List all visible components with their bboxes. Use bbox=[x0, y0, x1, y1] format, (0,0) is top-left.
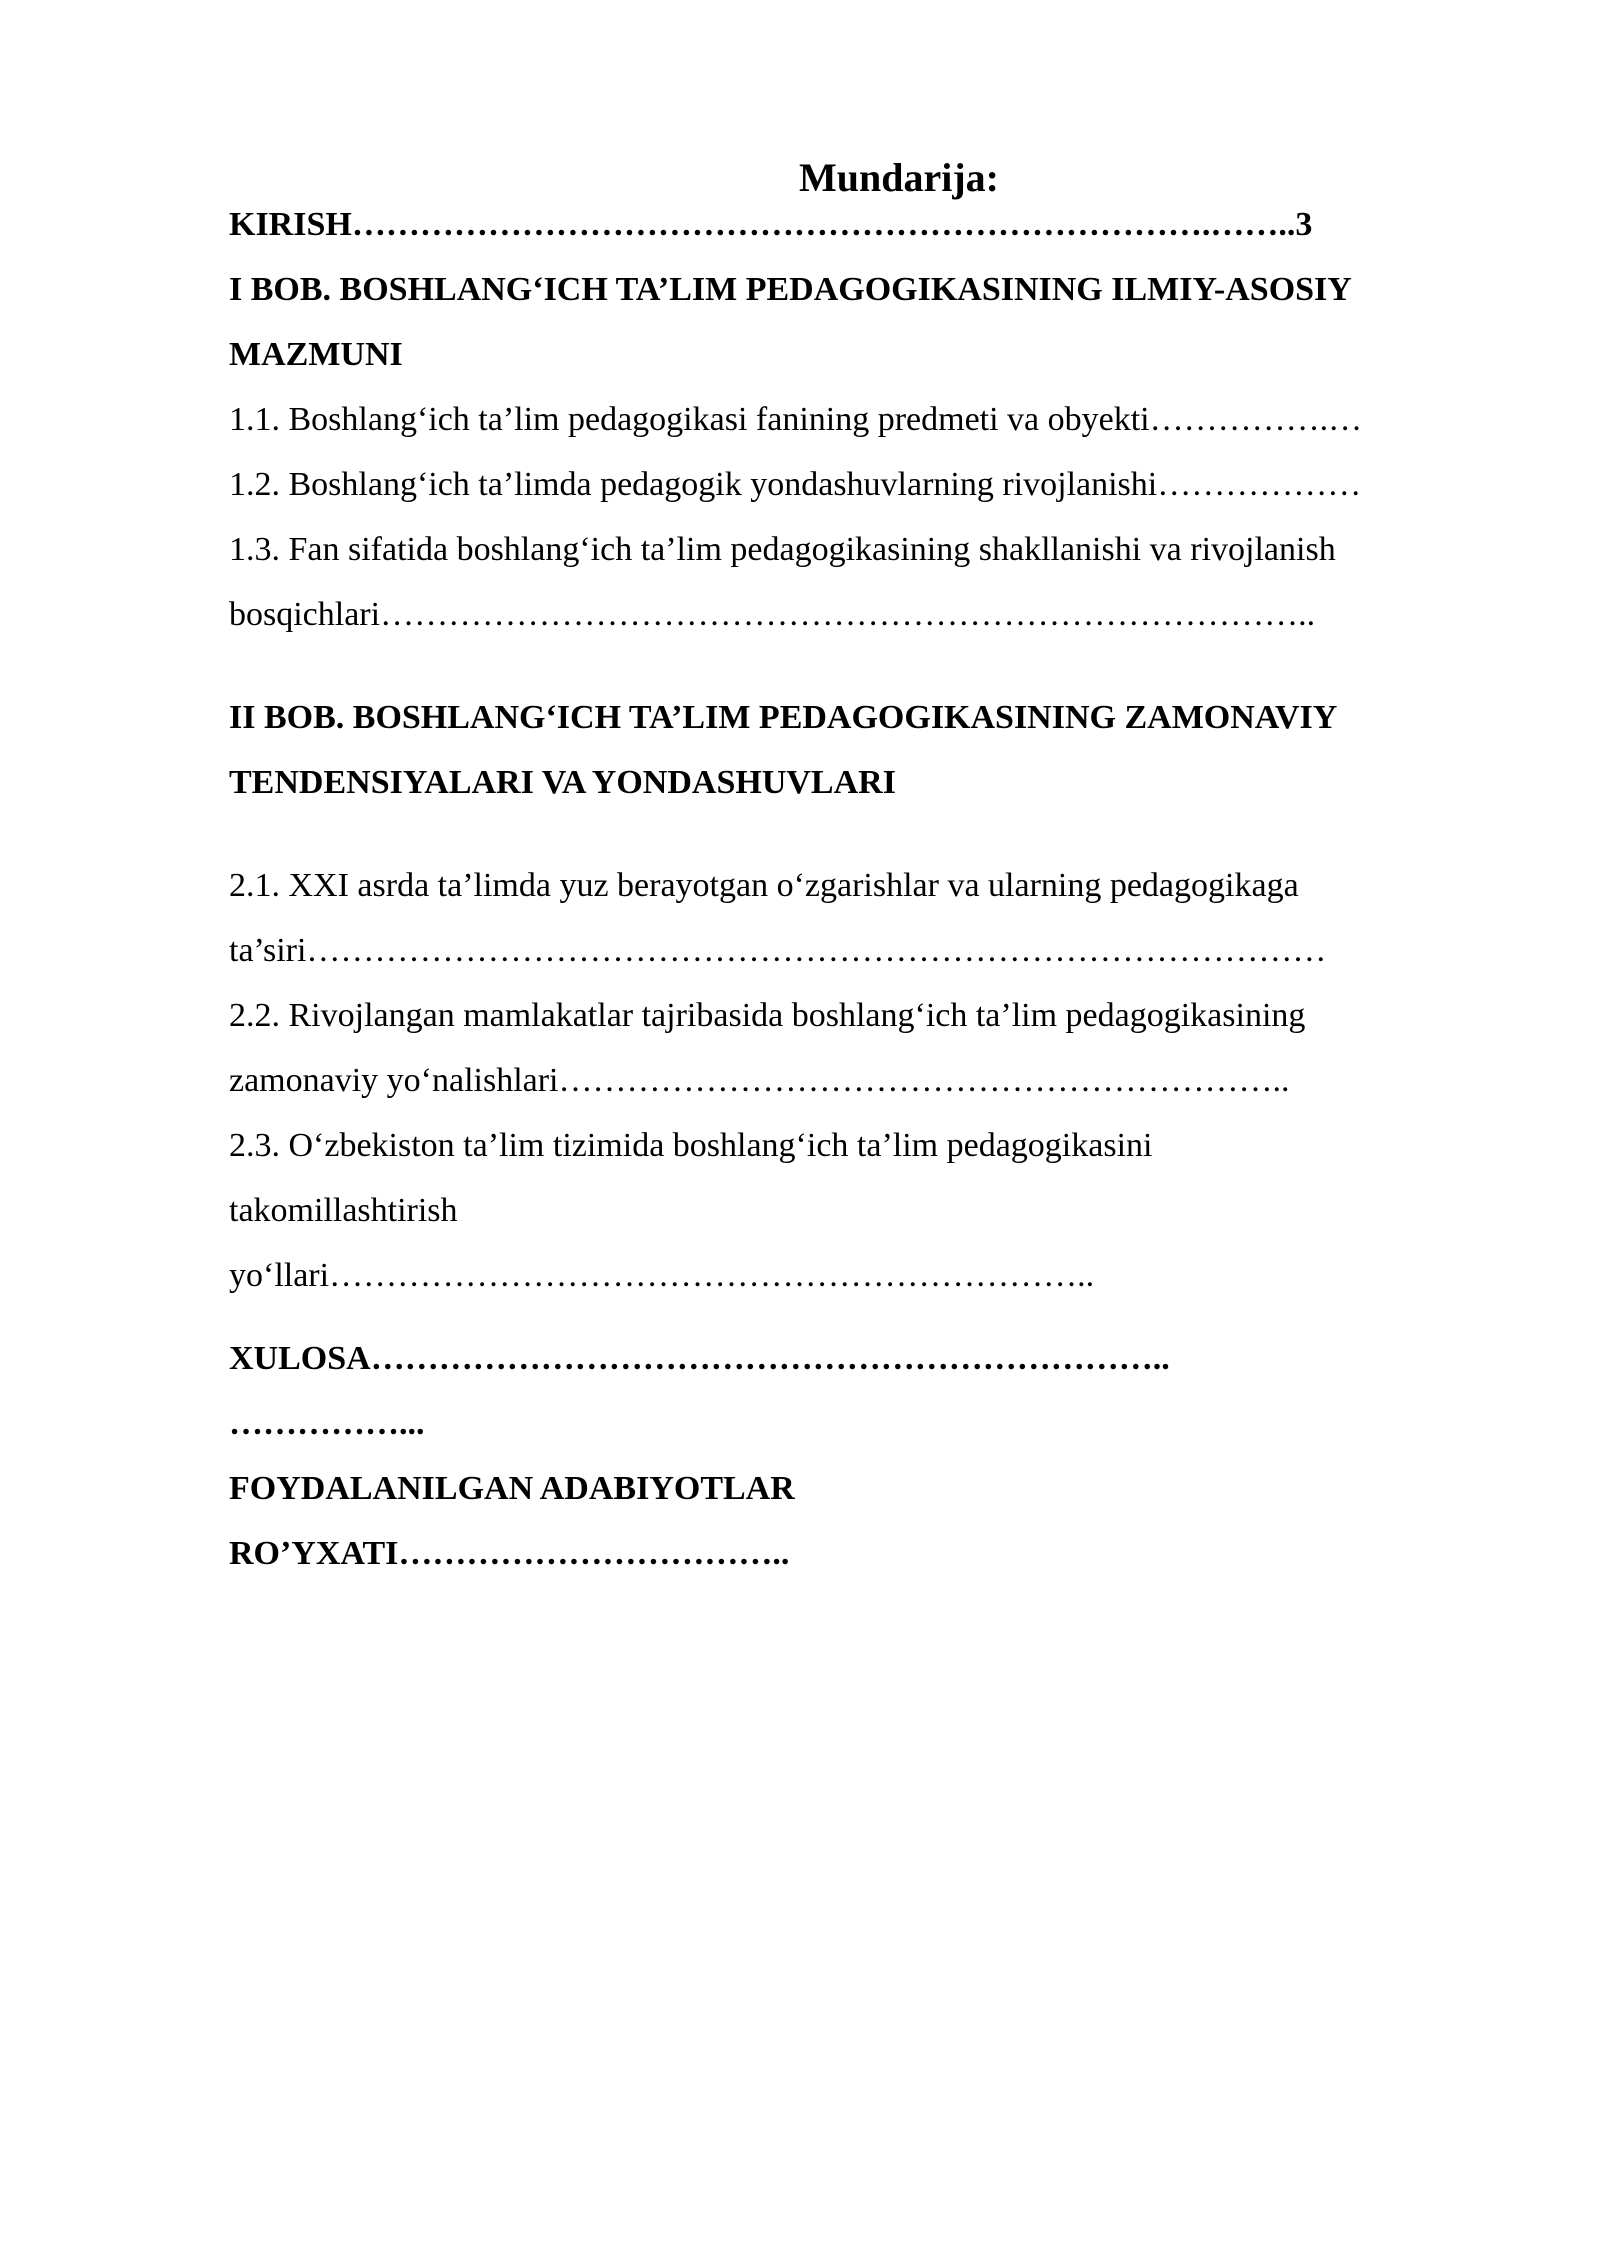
toc-entry-2-2-cont: zamonaviy yo‘nalishlari……………………………………………………….. bbox=[229, 1062, 1290, 1099]
toc-chapter-1-heading-cont: MAZMUNI bbox=[229, 336, 403, 373]
toc-entry-2-3: 2.3. O‘zbekiston ta’lim tizimida boshlang‘ich ta’lim pedagogikasini bbox=[229, 1127, 1153, 1164]
toc-chapter-1-heading: I BOB. BOSHLANG‘ICH TA’LIM PEDAGOGIKASINING ILMIY-ASOSIY bbox=[229, 271, 1352, 308]
toc-entry-references: FOYDALANILGAN ADABIYOTLAR bbox=[229, 1470, 795, 1507]
toc-entry-references-cont: RO’YXATI…………………………….. bbox=[229, 1535, 790, 1572]
toc-title: Mundarija: bbox=[799, 155, 999, 200]
toc-entry-2-3-cont: takomillashtirish bbox=[229, 1192, 458, 1229]
toc-entry-1-2: 1.2. Boshlang‘ich ta’limda pedagogik yondashuvlarning rivojlanishi……………… bbox=[229, 466, 1362, 503]
toc-entry-2-3-cont2: yo‘llari………………………………………………………….. bbox=[229, 1257, 1095, 1294]
toc-entry-kirish: KIRISH………………………………………………………………….……..3 bbox=[229, 206, 1313, 243]
toc-entry-1-1: 1.1. Boshlang‘ich ta’lim pedagogikasi fanining predmeti va obyekti…………….… bbox=[229, 401, 1363, 438]
toc-entry-xulosa-cont: ……………... bbox=[229, 1405, 425, 1442]
toc-entry-1-3-cont: bosqichlari……………………………………………………………………….. bbox=[229, 596, 1316, 633]
toc-entry-1-3: 1.3. Fan sifatida boshlang‘ich ta’lim pedagogikasining shakllanishi va rivojlanish bbox=[229, 531, 1336, 568]
toc-entry-xulosa: XULOSA…………………………………………………………….. bbox=[229, 1340, 1170, 1377]
toc-entry-2-2: 2.2. Rivojlangan mamlakatlar tajribasida boshlang‘ich ta’lim pedagogikasining bbox=[229, 997, 1306, 1034]
toc-chapter-2-heading-cont: TENDENSIYALARI VA YONDASHUVLARI bbox=[229, 764, 896, 801]
toc-entry-2-1: 2.1. XXI asrda ta’limda yuz berayotgan o‘zgarishlar va ularning pedagogikaga bbox=[229, 867, 1299, 904]
toc-entry-2-1-cont: ta’siri……………………………………………………………………………… bbox=[229, 932, 1327, 969]
document-page bbox=[229, 150, 1489, 1586]
toc-chapter-2-heading: II BOB. BOSHLANG‘ICH TA’LIM PEDAGOGIKASINING ZAMONAVIY bbox=[229, 699, 1338, 736]
